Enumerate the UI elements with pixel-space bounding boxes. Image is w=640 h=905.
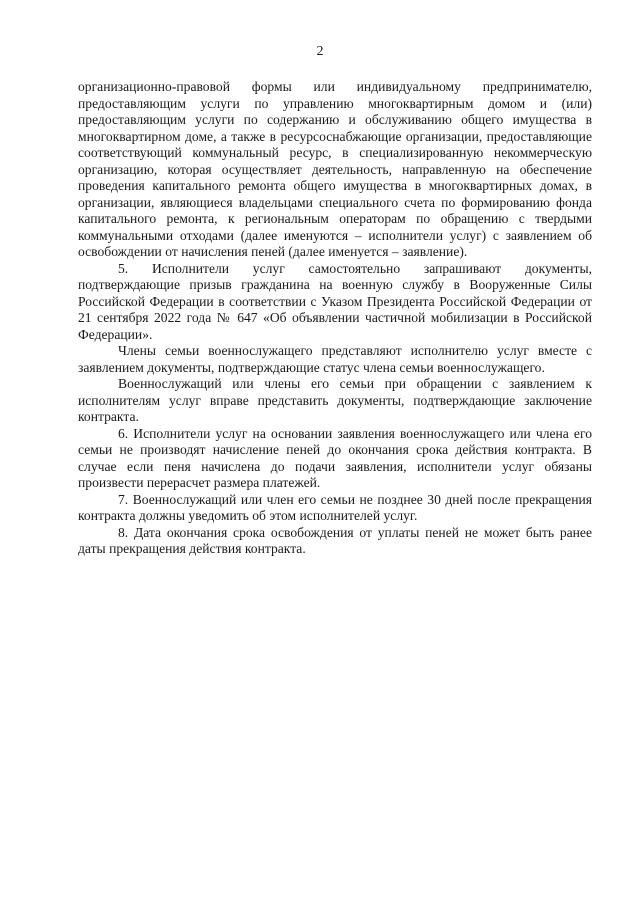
page-number: 2 xyxy=(316,44,324,59)
paragraph-family-documents: Члены семьи военнослужащего представляют исполнителю услуг вместе с заявлением документы, подтверждающие статус члена семьи военнослужащего. xyxy=(78,343,592,375)
paragraph-item-7: 7. Военнослужащий или член его семьи не позднее 30 дней после прекращения контракта должны уведомить об этом исполнителей услуг. xyxy=(78,491,592,523)
paragraph-item-8: 8. Дата окончания срока освобождения от уплаты пеней не может быть ранее даты прекращения действия контракта. xyxy=(78,524,592,556)
paragraph-continuation: организационно-правовой формы или индивидуальному предпринимателю, предоставляющим услуги по управлению многоквартирным домом и (или) предоставляющим услуги по содержанию и обслуживанию общего имущества в многоквартирном доме, а также в ресурсоснабжающие организации, предоставляющие соответствующий коммунальный ресурс, в специализированную некоммерческую организацию, которая осуществляет деятельность, направленную на обеспечение проведения капитального ремонта общего имущества в многоквартирных домах, в организации, являющиеся владельцами специального счета по формированию фонда капитального ремонта, к региональным операторам по обращению с твердыми коммунальными отходами (далее именуются – исполнители услуг) с заявлением об освобождении от начисления пеней (далее именуется – заявление). xyxy=(78,79,592,259)
paragraph-item-6: 6. Исполнители услуг на основании заявления военнослужащего или члена его семьи не производят начисление пеней до окончания срока действия контракта. В случае если пеня начислена до подачи заявления, исполнители услуг обязаны произвести перерасчет размера платежей. xyxy=(78,425,592,490)
paragraph-contract-documents: Военнослужащий или члены его семьи при обращении с заявлением к исполнителям услуг вправе представить документы, подтверждающие заключение контракта. xyxy=(78,376,592,424)
paragraph-item-5: 5. Исполнители услуг самостоятельно запрашивают документы, подтверждающие призыв гражданина на военную службу в Вооруженные Силы Российской Федерации в соответствии с Указом Президента Российской Федерации от 21 сентября 2022 года № 647 «Об объявлении частичной мобилизации в Российской Федерации». xyxy=(78,260,592,342)
document-body xyxy=(78,79,592,558)
